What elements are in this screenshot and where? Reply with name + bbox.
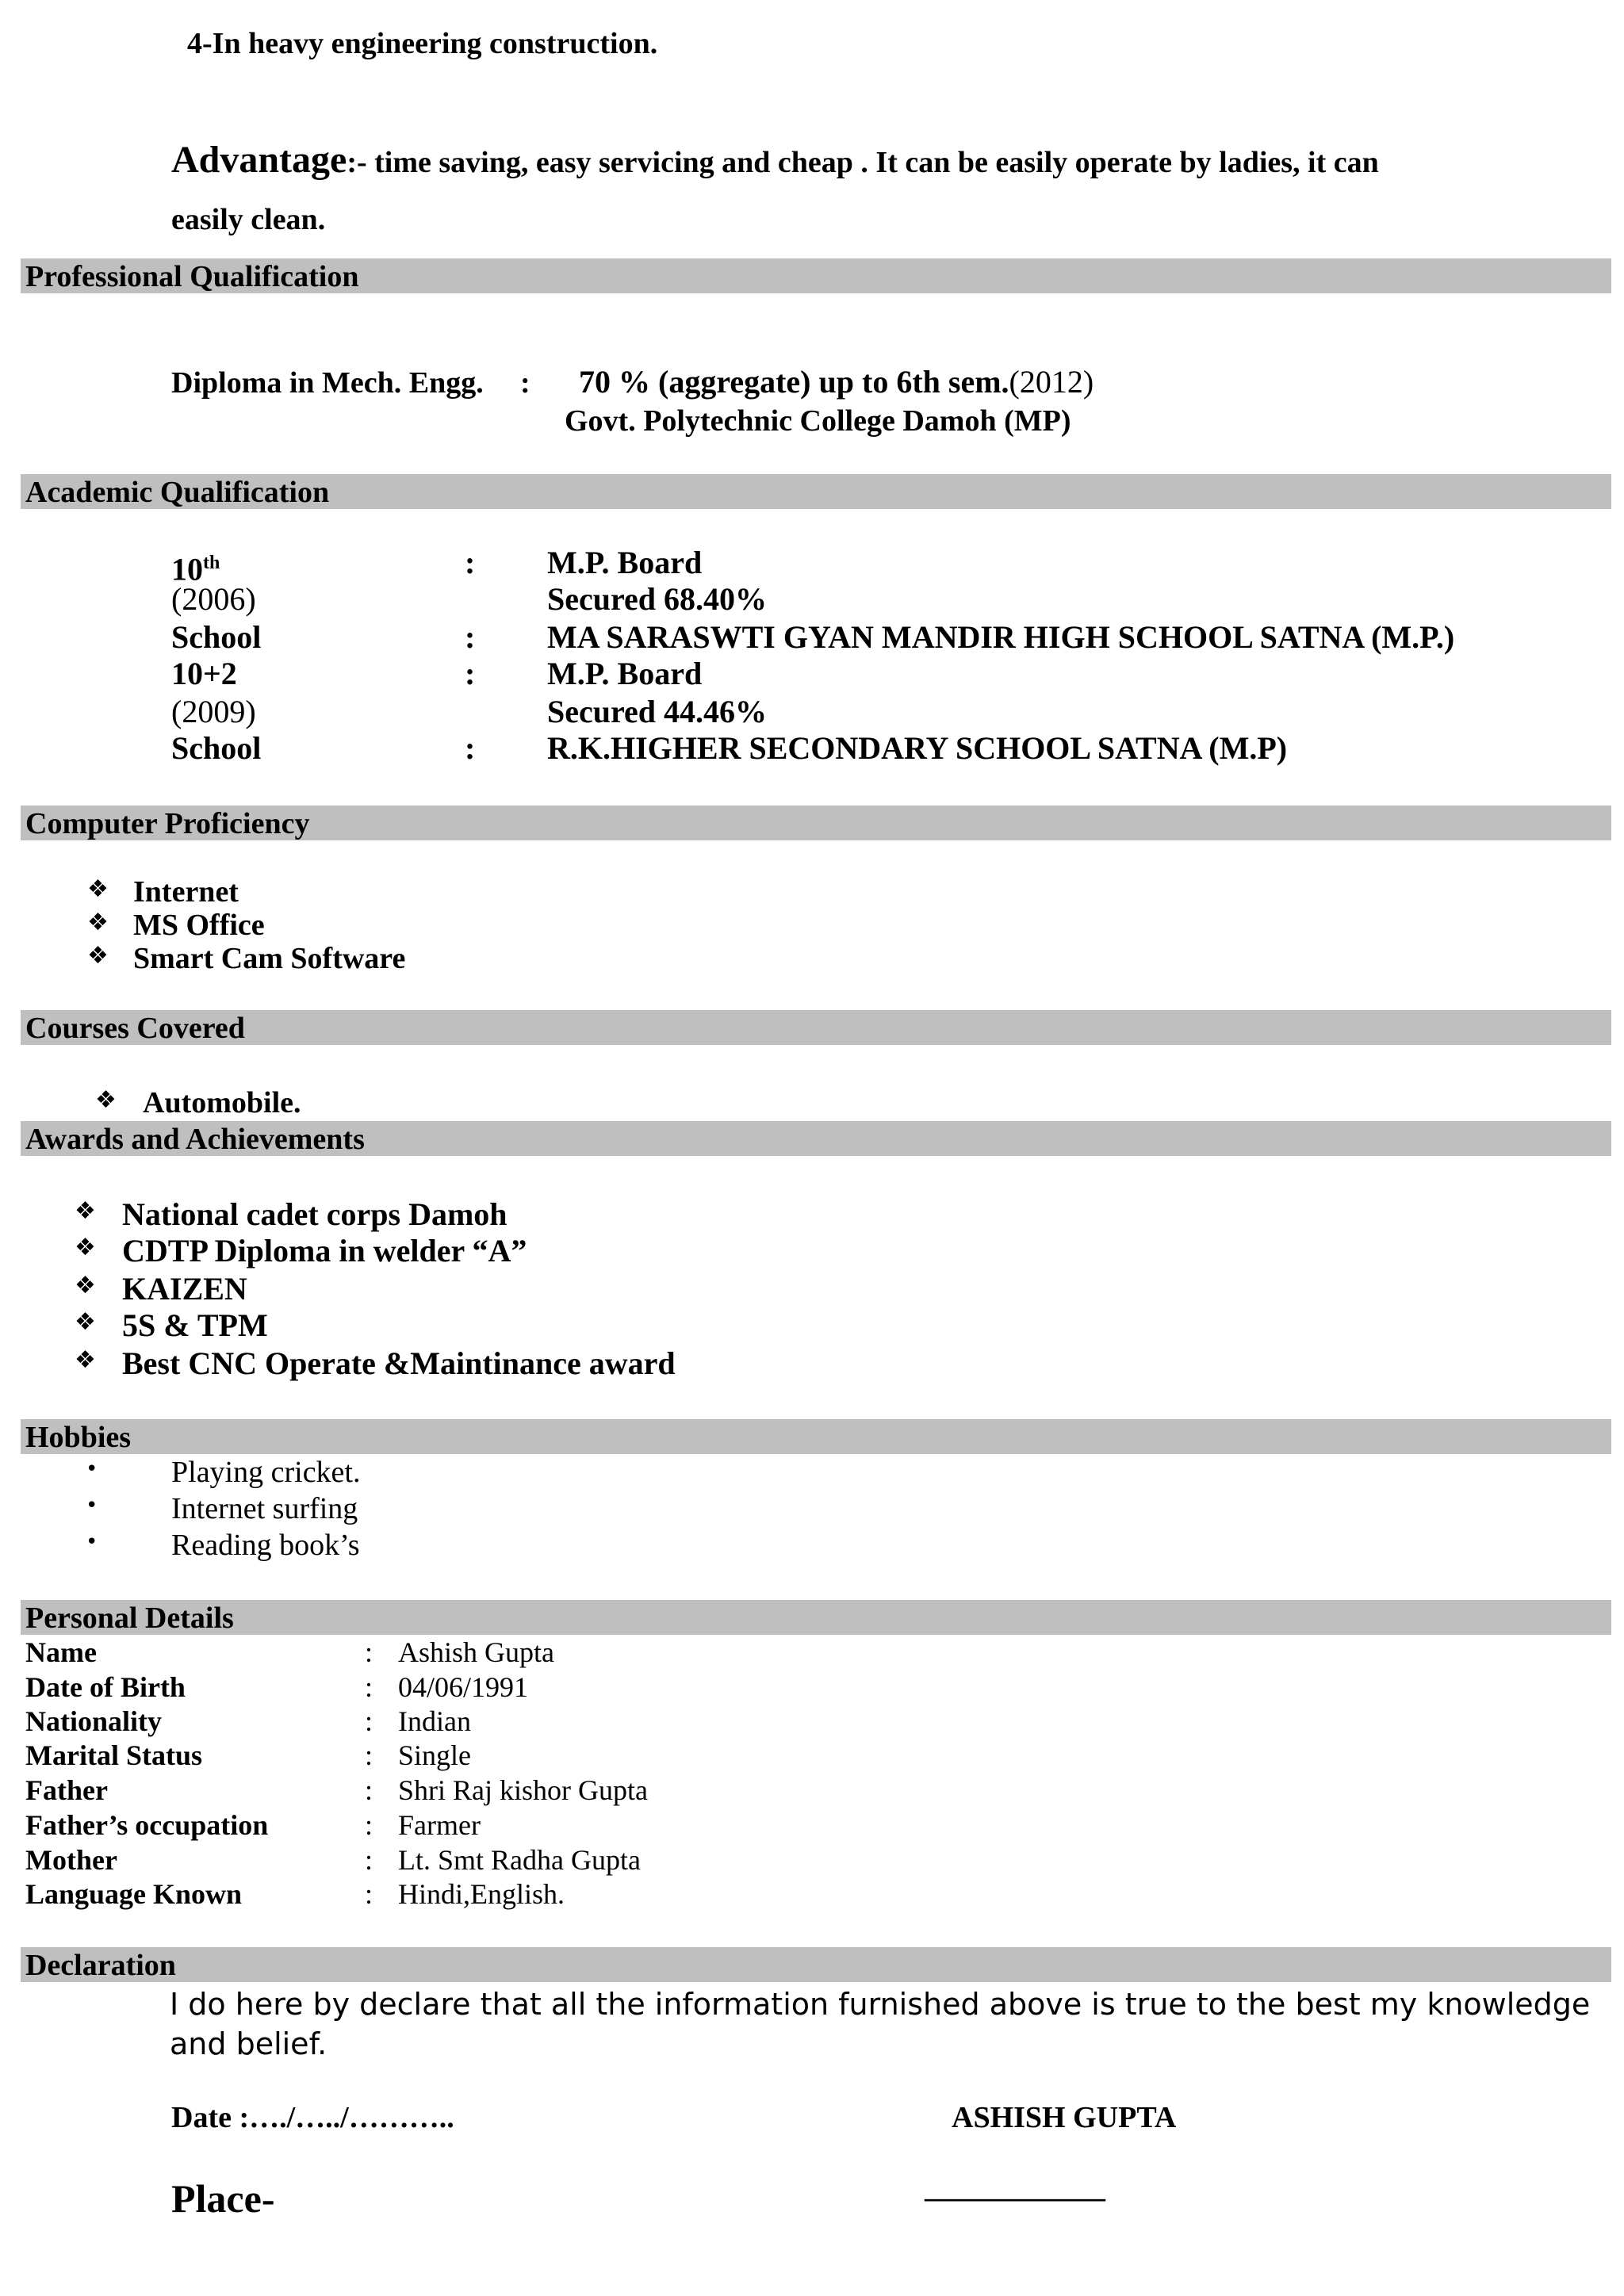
list-item: ❖ Internet bbox=[87, 875, 239, 909]
list-item: ❖ CDTP Diploma in welder “A” bbox=[75, 1233, 527, 1269]
personal-value: Single bbox=[398, 1739, 472, 1771]
list-item: ❖ National cadet corps Damoh bbox=[75, 1196, 508, 1232]
section-heading: Declaration bbox=[25, 1949, 176, 1982]
personal-colon: : bbox=[365, 1705, 373, 1737]
academic-value: Secured 68.40% bbox=[547, 581, 768, 617]
advantage-text: :- time saving, easy servicing and cheap . It can be easily operate by ladies, it can bbox=[347, 146, 1379, 179]
diamond-bullet-icon: ❖ bbox=[75, 1272, 96, 1299]
section-bar-declaration bbox=[21, 1947, 1611, 1982]
list-item: ❖ Best CNC Operate &Maintinance award bbox=[75, 1345, 676, 1381]
personal-colon: : bbox=[365, 1809, 373, 1841]
personal-value: Shri Raj kishor Gupta bbox=[398, 1774, 648, 1806]
professional-result: 70 % (aggregate) up to 6th sem. bbox=[579, 364, 1009, 400]
personal-value: Lt. Smt Radha Gupta bbox=[398, 1844, 641, 1876]
place-label: Place- bbox=[171, 2176, 275, 2221]
academic-colon: : bbox=[465, 545, 476, 580]
diamond-bullet-icon: ❖ bbox=[87, 875, 109, 903]
personal-value: Farmer bbox=[398, 1809, 481, 1841]
list-item: ❖ Smart Cam Software bbox=[87, 942, 406, 975]
bullet-icon: • bbox=[86, 1457, 98, 1481]
academic-colon: : bbox=[465, 656, 476, 691]
bullet-icon: • bbox=[86, 1530, 98, 1554]
section-bar-academic bbox=[21, 474, 1611, 509]
personal-label: Nationality bbox=[25, 1705, 163, 1737]
academic-label: (2006) bbox=[171, 581, 256, 617]
academic-label-10th: 10th bbox=[171, 551, 220, 587]
section-bar-personal bbox=[21, 1600, 1611, 1635]
professional-year: (2012) bbox=[1009, 364, 1094, 400]
section-heading: Courses Covered bbox=[25, 1012, 245, 1045]
personal-value: Indian bbox=[398, 1705, 471, 1737]
academic-colon: : bbox=[465, 619, 476, 655]
academic-label: School bbox=[171, 730, 262, 766]
personal-value: 04/06/1991 bbox=[398, 1671, 529, 1703]
personal-colon: : bbox=[365, 1844, 373, 1876]
section-bar-awards bbox=[21, 1121, 1611, 1156]
personal-label: Language Known bbox=[25, 1878, 243, 1910]
academic-value: M.P. Board bbox=[547, 545, 703, 580]
academic-label: (2009) bbox=[171, 694, 256, 729]
section-heading: Professional Qualification bbox=[25, 260, 359, 293]
signature-line: ____________ bbox=[925, 2171, 1105, 2204]
personal-label: Marital Status bbox=[25, 1739, 202, 1771]
personal-label: Father’s occupation bbox=[25, 1809, 269, 1841]
professional-colon: : bbox=[520, 366, 530, 400]
personal-colon: : bbox=[365, 1774, 373, 1806]
list-item: ❖ MS Office bbox=[87, 909, 265, 942]
section-heading: Computer Proficiency bbox=[25, 807, 310, 840]
academic-value: R.K.HIGHER SECONDARY SCHOOL SATNA (M.P) bbox=[547, 730, 1288, 766]
list-item: • Reading book’s bbox=[86, 1529, 360, 1562]
diamond-bullet-icon: ❖ bbox=[87, 942, 109, 970]
personal-label: Mother bbox=[25, 1844, 117, 1876]
personal-colon: : bbox=[365, 1878, 373, 1910]
list-item: • Internet surfing bbox=[86, 1492, 358, 1525]
personal-colon: : bbox=[365, 1636, 373, 1668]
section-bar-hobbies bbox=[21, 1419, 1611, 1454]
personal-label: Name bbox=[25, 1636, 97, 1668]
professional-result-line bbox=[579, 366, 1094, 398]
section-bar-professional bbox=[21, 258, 1611, 293]
academic-colon: : bbox=[465, 730, 476, 766]
personal-colon: : bbox=[365, 1739, 373, 1771]
professional-college: Govt. Polytechnic College Damoh (MP) bbox=[565, 404, 1071, 438]
section-heading: Hobbies bbox=[25, 1421, 132, 1454]
section-heading: Personal Details bbox=[25, 1601, 234, 1635]
diamond-bullet-icon: ❖ bbox=[75, 1308, 96, 1336]
section-bar-computer bbox=[21, 806, 1611, 840]
professional-label: Diploma in Mech. Engg. bbox=[171, 366, 484, 400]
academic-label: 10+2 bbox=[171, 656, 237, 691]
personal-value: Hindi,English. bbox=[398, 1878, 565, 1910]
list-item: ❖ KAIZEN bbox=[75, 1271, 247, 1307]
intro-item-4: 4-In heavy engineering construction. bbox=[187, 27, 658, 60]
advantage-text-2: easily clean. bbox=[171, 203, 326, 236]
personal-colon: : bbox=[365, 1671, 373, 1703]
declaration-text-1: I do here by declare that all the information furnished above is true to the best my knowledge bbox=[170, 1987, 1591, 2022]
academic-label: School bbox=[171, 619, 262, 655]
date-label: Date :…./…../……….. bbox=[171, 2101, 454, 2134]
list-item: ❖ Automobile. bbox=[95, 1086, 301, 1119]
advantage-label: Advantage bbox=[171, 139, 347, 181]
diamond-bullet-icon: ❖ bbox=[87, 909, 109, 936]
academic-value: Secured 44.46% bbox=[547, 694, 768, 729]
diamond-bullet-icon: ❖ bbox=[75, 1197, 96, 1225]
advantage-paragraph bbox=[171, 138, 1379, 182]
academic-value: MA SARASWTI GYAN MANDIR HIGH SCHOOL SATNA (M.P.) bbox=[547, 619, 1455, 655]
section-bar-courses bbox=[21, 1010, 1611, 1045]
list-item: ❖ 5S & TPM bbox=[75, 1307, 268, 1343]
personal-value: Ashish Gupta bbox=[398, 1636, 554, 1668]
section-heading: Academic Qualification bbox=[25, 476, 330, 509]
academic-value: M.P. Board bbox=[547, 656, 703, 691]
diamond-bullet-icon: ❖ bbox=[75, 1234, 96, 1261]
section-heading: Awards and Achievements bbox=[25, 1123, 365, 1156]
signatory-name: ASHISH GUPTA bbox=[952, 2101, 1177, 2134]
declaration-text-2: and belief. bbox=[170, 2026, 327, 2061]
diamond-bullet-icon: ❖ bbox=[95, 1086, 117, 1114]
list-item: • Playing cricket. bbox=[86, 1456, 361, 1489]
personal-label: Date of Birth bbox=[25, 1671, 186, 1703]
personal-label: Father bbox=[25, 1774, 108, 1806]
bullet-icon: • bbox=[86, 1494, 98, 1517]
diamond-bullet-icon: ❖ bbox=[75, 1346, 96, 1374]
